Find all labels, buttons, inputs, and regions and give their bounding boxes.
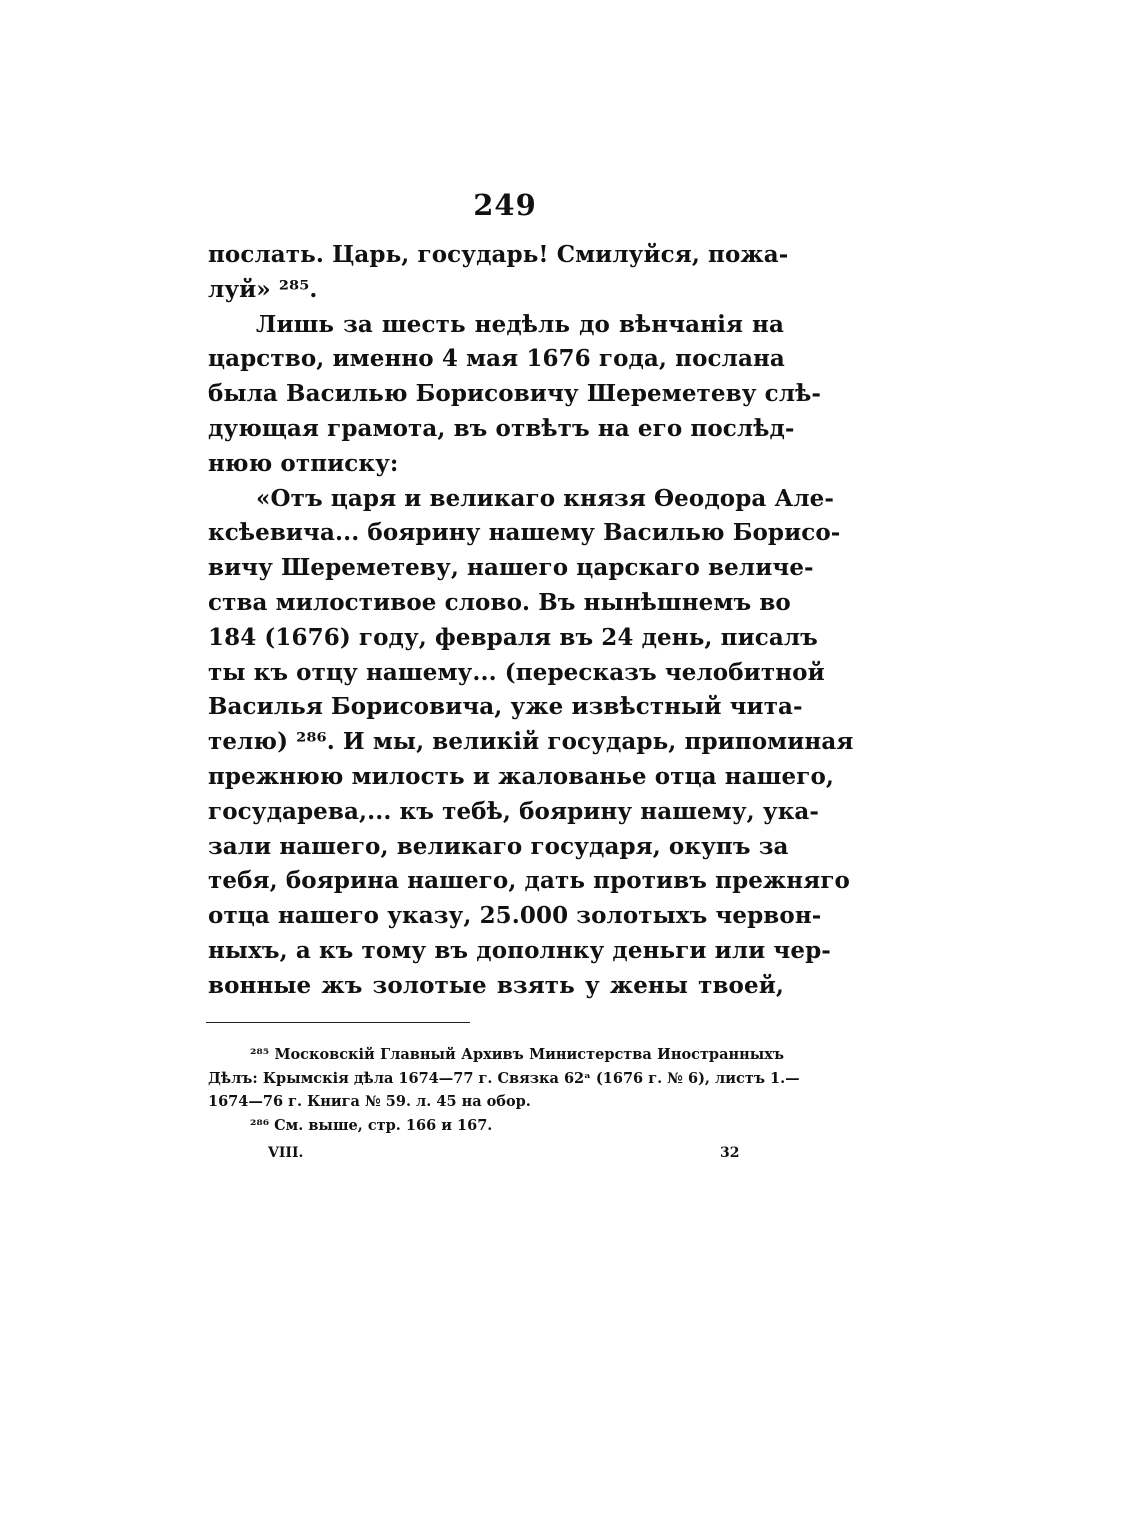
text-line: Василья Борисовича, уже извѣстный чита- xyxy=(208,693,803,721)
text-line: ства милостивое слово. Въ нынѣшнемъ во xyxy=(208,588,791,616)
text-line: тебя, боярина нашего, дать противъ прежняго xyxy=(208,867,850,895)
footnote-line: 1674—76 г. Книга № 59. л. 45 на обор. xyxy=(208,1093,531,1110)
sheet-signature: 32 xyxy=(720,1145,740,1161)
text-line: нюю отписку: xyxy=(208,449,399,477)
text-line: была Василью Борисовичу Шереметеву слѣ- xyxy=(208,380,821,408)
text-line: 184 (1676) году, февраля въ 24 день, писалъ xyxy=(208,623,818,651)
text-line: дующая грамота, въ отвѣтъ на его послѣд- xyxy=(208,414,795,442)
footnote-285: ²⁸⁵ Московскій Главный Архивъ Министерства Иностранныхъ xyxy=(250,1046,784,1063)
text-line: ты къ отцу нашему... (пересказъ челобитной xyxy=(208,658,825,686)
text-line: вичу Шереметеву, нашего царскаго величе- xyxy=(208,554,814,582)
footnotes xyxy=(208,1043,800,1137)
text-line: послать. Царь, государь! Смилуйся, пожа- xyxy=(208,241,789,268)
footnote-line: Дѣлъ: Крымскія дѣла 1674—77 г. Связка 62ᵃ (1676 г. № 6), листъ 1.— xyxy=(208,1069,800,1087)
text-line: телю) ²⁸⁶. И мы, великій государь, припоминая xyxy=(208,728,854,756)
text-line: вонные жъ золотые взять у жены твоей, xyxy=(208,971,784,999)
footnote-divider xyxy=(206,1022,470,1023)
text-line: ксѣевича... боярину нашему Василью Борисо- xyxy=(208,519,841,547)
page-number-text: 249 xyxy=(473,188,537,222)
page-number xyxy=(0,188,1000,222)
paragraph-start: Лишь за шесть недѣль до вѣнчанія на xyxy=(256,310,784,338)
volume-signature: VIII. xyxy=(268,1145,304,1161)
footnote-286: ²⁸⁶ См. выше, стр. 166 и 167. xyxy=(250,1116,493,1134)
paragraph-start: «Отъ царя и великаго князя Ѳеодора Але- xyxy=(256,484,835,512)
text-line: государева,... къ тебѣ, боярину нашему, ука- xyxy=(208,797,820,825)
text-line: луй» ²⁸⁵. xyxy=(208,275,318,303)
text-line: ныхъ, а къ тому въ дополнку деньги или чер- xyxy=(208,936,831,964)
text-line: прежнюю милость и жалованье отца нашего, xyxy=(208,762,834,790)
main-text xyxy=(208,238,854,1004)
text-line: отца нашего указу, 25.000 золотыхъ червон- xyxy=(208,902,822,930)
text-line: царство, именно 4 мая 1676 года, послана xyxy=(208,345,785,373)
text-line: зали нашего, великаго государя, окупъ за xyxy=(208,832,789,860)
